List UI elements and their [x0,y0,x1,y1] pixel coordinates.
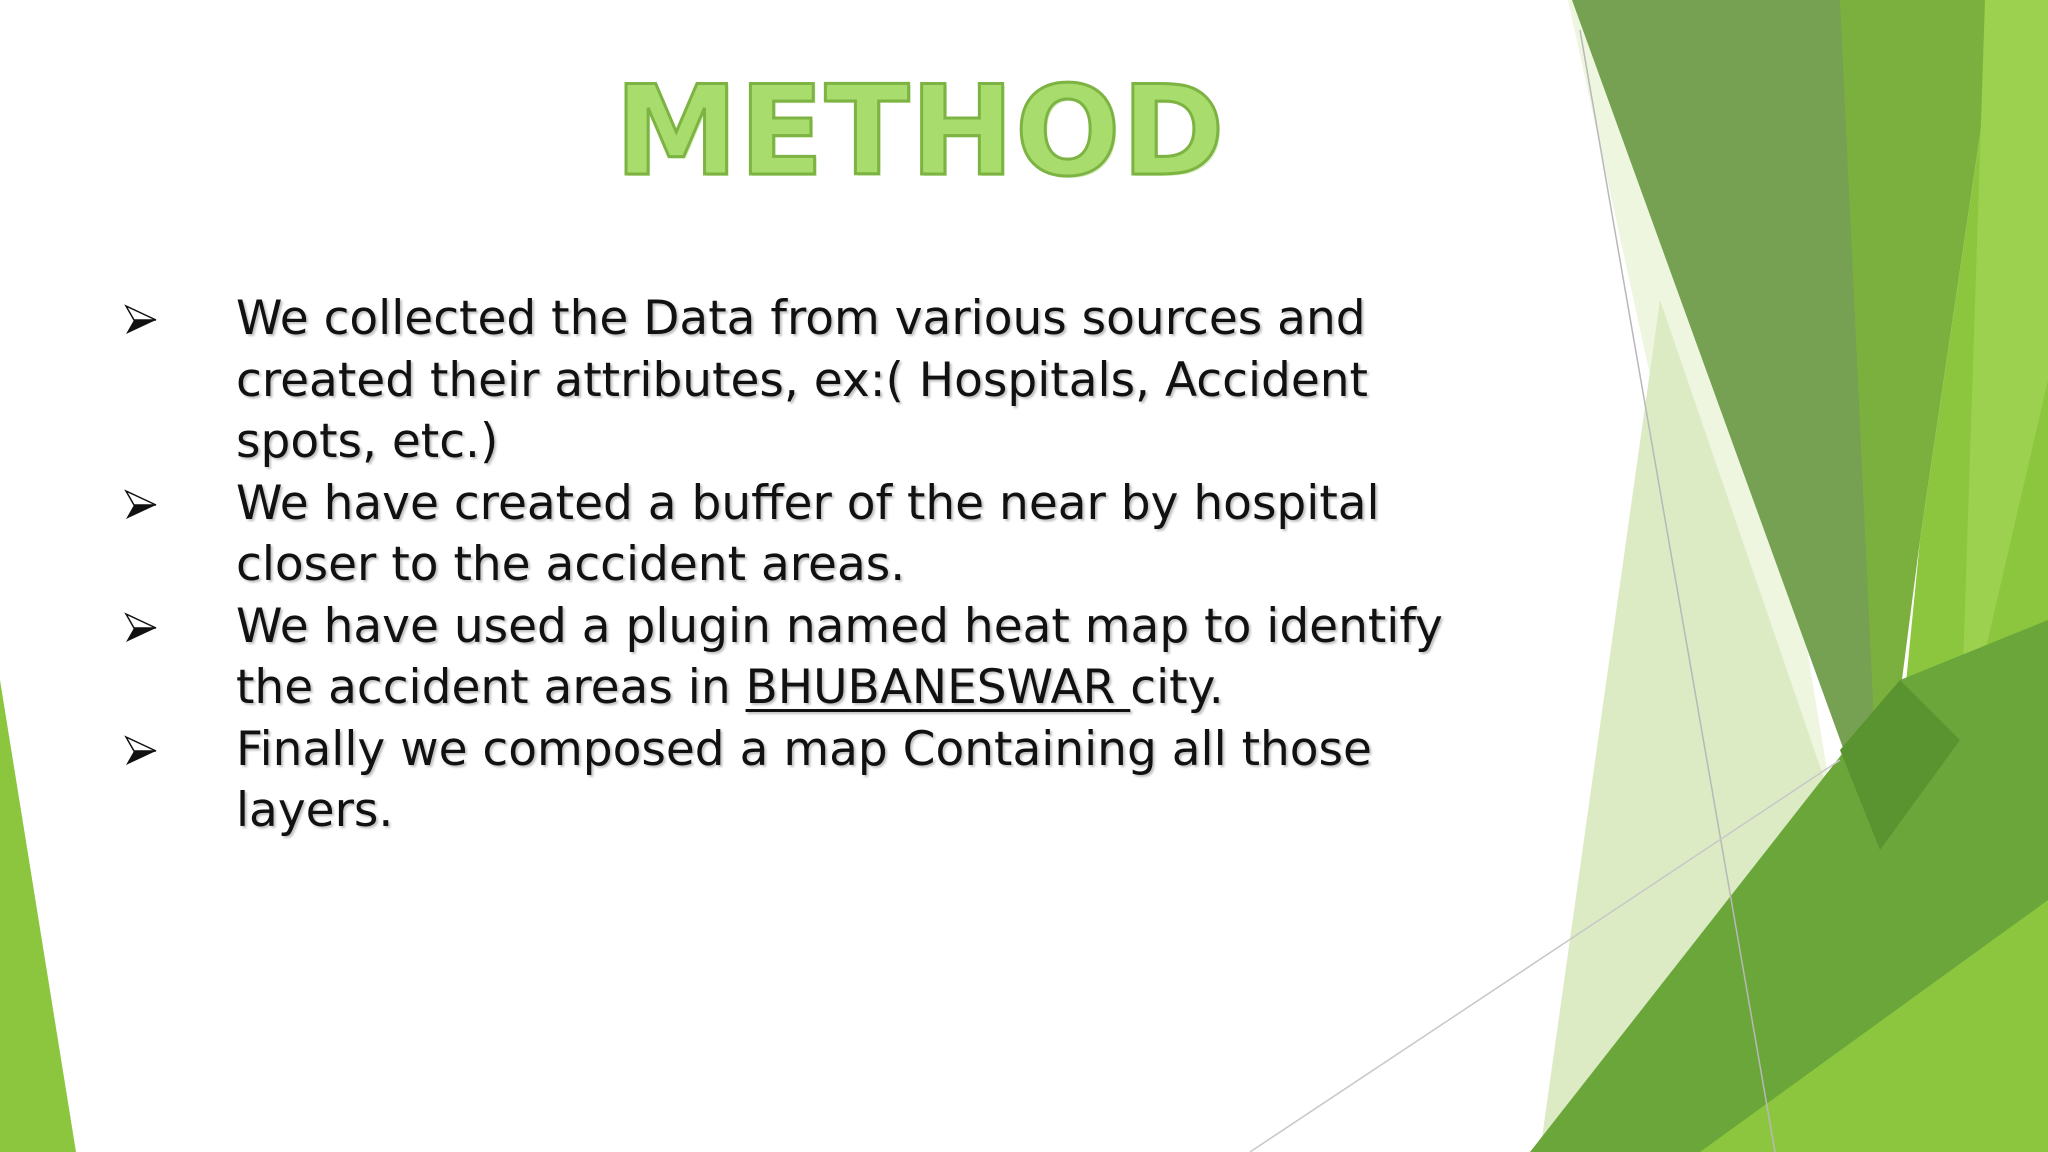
bullet-item-compose-map [118,719,1458,842]
arrowhead-bullet-icon [122,733,158,769]
arrowhead-bullet-icon [122,487,158,523]
bullet-text-after: city. [1130,660,1224,715]
bullet-text: We have created a buffer of the near by hospital closer to the accident areas. [236,475,1380,592]
bullet-item-buffer [118,473,1458,596]
left-green-sliver [0,680,76,1152]
arrowhead-bullet-icon [122,302,158,338]
bullet-item-data-collection [118,288,1458,473]
city-name: BHUBANESWAR [745,660,1131,715]
arrowhead-bullet-icon [122,610,158,646]
bullet-text: Finally we composed a map Containing all those layers. [236,721,1372,838]
bullet-text: We collected the Data from various sources and created their attributes, ex:( Hospitals, Accident spots, etc.) [236,291,1368,469]
bullet-item-heat-map [118,596,1458,719]
bullet-list [118,288,1458,842]
bullet-text-before: We have used a plugin named heat map to identify the accident areas in [236,598,1443,715]
slide-title: METHOD [614,60,1226,204]
